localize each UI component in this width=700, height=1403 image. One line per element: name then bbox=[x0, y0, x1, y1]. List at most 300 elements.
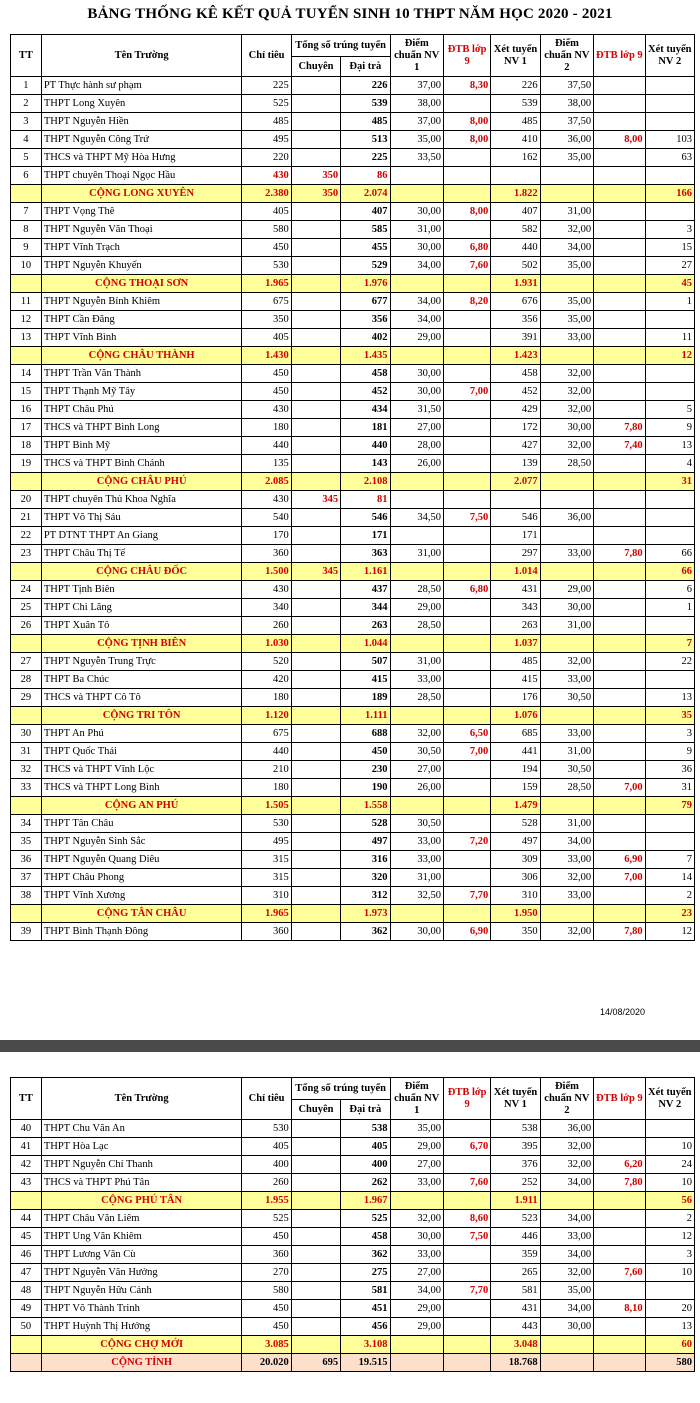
cell-chuyen bbox=[291, 923, 340, 941]
cell-diem-nv1 bbox=[390, 707, 443, 725]
cell-xet-nv1: 431 bbox=[491, 581, 540, 599]
cell-diem-nv1: 26,00 bbox=[390, 455, 443, 473]
results-table-page-1 bbox=[10, 34, 695, 941]
cell-chuyen bbox=[291, 455, 340, 473]
cell-chuyen bbox=[291, 851, 340, 869]
cell-dtb-1: 7,00 bbox=[443, 383, 490, 401]
cell-chuyen bbox=[291, 275, 340, 293]
cell-chi-tieu: 20.020 bbox=[242, 1354, 291, 1372]
cell-chi-tieu: 430 bbox=[242, 581, 291, 599]
cell-xet-nv2: 2 bbox=[645, 1210, 694, 1228]
cell-xet-nv2 bbox=[645, 311, 694, 329]
cell-xet-nv1: 485 bbox=[491, 653, 540, 671]
table-row bbox=[11, 77, 695, 95]
cell-dai-tra: 81 bbox=[341, 491, 390, 509]
cell-diem-nv1 bbox=[390, 527, 443, 545]
cell-dtb-2 bbox=[594, 743, 645, 761]
cell-diem-nv2: 30,50 bbox=[540, 689, 593, 707]
cell-dtb-1: 7,70 bbox=[443, 1282, 490, 1300]
cell-dai-tra: 230 bbox=[341, 761, 390, 779]
table-row bbox=[11, 365, 695, 383]
cell-dai-tra: 181 bbox=[341, 419, 390, 437]
cell-chi-tieu: 485 bbox=[242, 113, 291, 131]
cell-diem-nv1: 31,00 bbox=[390, 653, 443, 671]
cell-chi-tieu: 530 bbox=[242, 1120, 291, 1138]
table-row bbox=[11, 221, 695, 239]
cell-tt: 43 bbox=[11, 1174, 42, 1192]
cell-diem-nv2: 33,00 bbox=[540, 1228, 593, 1246]
cell-dtb-2 bbox=[594, 905, 645, 923]
cell-xet-nv2: 12 bbox=[645, 923, 694, 941]
cell-chuyen bbox=[291, 365, 340, 383]
cell-xet-nv1: 3.048 bbox=[491, 1336, 540, 1354]
cell-dtb-2 bbox=[594, 1336, 645, 1354]
cell-chi-tieu: 340 bbox=[242, 599, 291, 617]
cell-dtb-2: 8,00 bbox=[594, 131, 645, 149]
cell-tt: 42 bbox=[11, 1156, 42, 1174]
cell-dai-tra: 507 bbox=[341, 653, 390, 671]
cell-dai-tra: 677 bbox=[341, 293, 390, 311]
cell-dtb-2 bbox=[594, 149, 645, 167]
cell-dtb-2 bbox=[594, 347, 645, 365]
report-date: 14/08/2020 bbox=[600, 1007, 646, 1017]
cell-dtb-2 bbox=[594, 527, 645, 545]
table-row bbox=[11, 1156, 695, 1174]
header-dtb-1: ĐTB lớp 9 bbox=[443, 1078, 490, 1120]
cell-diem-nv2: 37,50 bbox=[540, 113, 593, 131]
cell-chi-tieu: 450 bbox=[242, 365, 291, 383]
cell-xet-nv1: 528 bbox=[491, 815, 540, 833]
cell-dtb-1 bbox=[443, 689, 490, 707]
table-row bbox=[11, 1246, 695, 1264]
cell-diem-nv2: 32,00 bbox=[540, 437, 593, 455]
cell-diem-nv1: 35,00 bbox=[390, 131, 443, 149]
cell-tt bbox=[11, 1192, 42, 1210]
cell-xet-nv2: 166 bbox=[645, 185, 694, 203]
page-title: BẢNG THỐNG KÊ KẾT QUẢ TUYỂN SINH 10 THPT NĂM HỌC 2020 - 2021 bbox=[87, 6, 613, 22]
cell-dtb-2: 6,20 bbox=[594, 1156, 645, 1174]
table-row bbox=[11, 293, 695, 311]
cell-dtb-2 bbox=[594, 1192, 645, 1210]
cell-diem-nv1: 33,00 bbox=[390, 833, 443, 851]
cell-chi-tieu: 1.430 bbox=[242, 347, 291, 365]
cell-chuyen bbox=[291, 1246, 340, 1264]
cell-dai-tra: 407 bbox=[341, 203, 390, 221]
cell-school-name: THPT Nguyễn Văn Thoại bbox=[41, 221, 242, 239]
cell-diem-nv1: 29,00 bbox=[390, 329, 443, 347]
cell-diem-nv1: 33,00 bbox=[390, 671, 443, 689]
cell-diem-nv2: 34,00 bbox=[540, 239, 593, 257]
cell-diem-nv1: 30,00 bbox=[390, 365, 443, 383]
grand-total-row bbox=[11, 1354, 695, 1372]
table-row bbox=[11, 257, 695, 275]
header-name: Tên Trường bbox=[41, 1078, 242, 1120]
cell-school-name: CỘNG TỊNH BIÊN bbox=[41, 635, 242, 653]
cell-xet-nv1: 502 bbox=[491, 257, 540, 275]
header-daitra: Đại trà bbox=[341, 57, 390, 77]
cell-school-name: THPT chuyên Thoại Ngọc Hầu bbox=[41, 167, 242, 185]
cell-chi-tieu: 440 bbox=[242, 743, 291, 761]
cell-school-name: THPT Châu Phong bbox=[41, 869, 242, 887]
cell-xet-nv2: 5 bbox=[645, 401, 694, 419]
cell-dtb-1 bbox=[443, 1300, 490, 1318]
cell-dtb-1 bbox=[443, 491, 490, 509]
cell-school-name: THPT Ung Văn Khiêm bbox=[41, 1228, 242, 1246]
cell-diem-nv2 bbox=[540, 707, 593, 725]
subtotal-row bbox=[11, 473, 695, 491]
cell-dai-tra: 275 bbox=[341, 1264, 390, 1282]
cell-chuyen bbox=[291, 149, 340, 167]
cell-dtb-2 bbox=[594, 185, 645, 203]
cell-chuyen bbox=[291, 239, 340, 257]
cell-xet-nv2: 15 bbox=[645, 239, 694, 257]
cell-dai-tra: 86 bbox=[341, 167, 390, 185]
cell-diem-nv2 bbox=[540, 347, 593, 365]
cell-school-name: THPT Nguyễn Công Trứ bbox=[41, 131, 242, 149]
header-diem-nv2: Điểm chuẩn NV 2 bbox=[540, 1078, 593, 1120]
cell-dtb-2 bbox=[594, 311, 645, 329]
table-row bbox=[11, 743, 695, 761]
cell-chuyen bbox=[291, 383, 340, 401]
cell-dai-tra: 455 bbox=[341, 239, 390, 257]
cell-dtb-2 bbox=[594, 887, 645, 905]
cell-dtb-2 bbox=[594, 815, 645, 833]
cell-school-name: THPT Nguyễn Quang Diêu bbox=[41, 851, 242, 869]
cell-dtb-1 bbox=[443, 1354, 490, 1372]
cell-school-name: THPT Nguyễn Bỉnh Khiêm bbox=[41, 293, 242, 311]
cell-diem-nv1: 32,00 bbox=[390, 1210, 443, 1228]
cell-tt: 25 bbox=[11, 599, 42, 617]
cell-chi-tieu: 450 bbox=[242, 1300, 291, 1318]
cell-chi-tieu: 1.120 bbox=[242, 707, 291, 725]
cell-chi-tieu: 315 bbox=[242, 869, 291, 887]
table-row bbox=[11, 131, 695, 149]
cell-tt: 27 bbox=[11, 653, 42, 671]
table-row bbox=[11, 1300, 695, 1318]
cell-xet-nv1: 1.479 bbox=[491, 797, 540, 815]
cell-dtb-2 bbox=[594, 707, 645, 725]
table-row bbox=[11, 779, 695, 797]
cell-chi-tieu: 3.085 bbox=[242, 1336, 291, 1354]
cell-diem-nv1: 26,00 bbox=[390, 779, 443, 797]
cell-chi-tieu: 180 bbox=[242, 689, 291, 707]
cell-chi-tieu: 220 bbox=[242, 149, 291, 167]
table-row bbox=[11, 1318, 695, 1336]
cell-diem-nv1: 32,00 bbox=[390, 725, 443, 743]
cell-diem-nv1: 28,50 bbox=[390, 617, 443, 635]
cell-dtb-2 bbox=[594, 1228, 645, 1246]
table-row bbox=[11, 509, 695, 527]
cell-chuyen bbox=[291, 293, 340, 311]
cell-dai-tra: 226 bbox=[341, 77, 390, 95]
cell-xet-nv1: 485 bbox=[491, 113, 540, 131]
cell-xet-nv2: 22 bbox=[645, 653, 694, 671]
header-tt: TT bbox=[11, 35, 42, 77]
cell-dtb-2 bbox=[594, 239, 645, 257]
cell-dtb-2 bbox=[594, 671, 645, 689]
cell-dai-tra: 437 bbox=[341, 581, 390, 599]
cell-tt bbox=[11, 635, 42, 653]
header-daitra: Đại trà bbox=[341, 1100, 390, 1120]
cell-diem-nv1: 28,50 bbox=[390, 581, 443, 599]
cell-chi-tieu: 180 bbox=[242, 419, 291, 437]
cell-xet-nv1: 427 bbox=[491, 437, 540, 455]
cell-xet-nv2: 23 bbox=[645, 905, 694, 923]
cell-dtb-2 bbox=[594, 95, 645, 113]
cell-diem-nv2: 32,00 bbox=[540, 221, 593, 239]
cell-dtb-1 bbox=[443, 329, 490, 347]
cell-tt: 13 bbox=[11, 329, 42, 347]
cell-tt bbox=[11, 275, 42, 293]
cell-chuyen bbox=[291, 1228, 340, 1246]
cell-tt: 14 bbox=[11, 365, 42, 383]
cell-tt: 33 bbox=[11, 779, 42, 797]
cell-school-name: CỘNG LONG XUYÊN bbox=[41, 185, 242, 203]
cell-tt: 50 bbox=[11, 1318, 42, 1336]
cell-chuyen bbox=[291, 1336, 340, 1354]
cell-tt: 46 bbox=[11, 1246, 42, 1264]
cell-school-name: THPT Nguyễn Sinh Sắc bbox=[41, 833, 242, 851]
cell-xet-nv1: 176 bbox=[491, 689, 540, 707]
cell-dtb-1: 7,70 bbox=[443, 887, 490, 905]
cell-dtb-2 bbox=[594, 77, 645, 95]
cell-school-name: THPT Võ Thị Sáu bbox=[41, 509, 242, 527]
cell-xet-nv1: 1.014 bbox=[491, 563, 540, 581]
cell-diem-nv1 bbox=[390, 473, 443, 491]
subtotal-row bbox=[11, 1192, 695, 1210]
cell-dtb-1 bbox=[443, 1336, 490, 1354]
cell-diem-nv1: 27,00 bbox=[390, 761, 443, 779]
cell-xet-nv1: 440 bbox=[491, 239, 540, 257]
cell-school-name: THCS và THPT Bình Chánh bbox=[41, 455, 242, 473]
cell-dtb-1 bbox=[443, 1192, 490, 1210]
cell-dtb-1 bbox=[443, 635, 490, 653]
cell-dai-tra: 190 bbox=[341, 779, 390, 797]
cell-dtb-1 bbox=[443, 1246, 490, 1264]
cell-xet-nv1: 410 bbox=[491, 131, 540, 149]
header-diem-nv1: Điểm chuẩn NV 1 bbox=[390, 1078, 443, 1120]
cell-dtb-1 bbox=[443, 455, 490, 473]
cell-dtb-2 bbox=[594, 383, 645, 401]
cell-tt: 38 bbox=[11, 887, 42, 905]
cell-dai-tra: 529 bbox=[341, 257, 390, 275]
cell-chi-tieu: 400 bbox=[242, 1156, 291, 1174]
cell-tt: 7 bbox=[11, 203, 42, 221]
cell-dai-tra: 1.976 bbox=[341, 275, 390, 293]
cell-xet-nv2 bbox=[645, 365, 694, 383]
cell-school-name: CỘNG CHỢ MỚI bbox=[41, 1336, 242, 1354]
cell-xet-nv2: 10 bbox=[645, 1138, 694, 1156]
table-row bbox=[11, 581, 695, 599]
cell-chuyen bbox=[291, 311, 340, 329]
cell-xet-nv1: 441 bbox=[491, 743, 540, 761]
table-row bbox=[11, 329, 695, 347]
cell-diem-nv2 bbox=[540, 275, 593, 293]
table-row bbox=[11, 1174, 695, 1192]
table-row bbox=[11, 923, 695, 941]
table-row bbox=[11, 689, 695, 707]
table-row bbox=[11, 725, 695, 743]
cell-xet-nv2: 56 bbox=[645, 1192, 694, 1210]
table-row bbox=[11, 203, 695, 221]
cell-dai-tra: 363 bbox=[341, 545, 390, 563]
cell-xet-nv2: 60 bbox=[645, 1336, 694, 1354]
cell-school-name: THPT Tịnh Biên bbox=[41, 581, 242, 599]
cell-dtb-1 bbox=[443, 437, 490, 455]
cell-xet-nv1: 350 bbox=[491, 923, 540, 941]
cell-chi-tieu: 1.505 bbox=[242, 797, 291, 815]
cell-dai-tra: 2.074 bbox=[341, 185, 390, 203]
cell-dtb-2 bbox=[594, 689, 645, 707]
header-tongso: Tổng số trúng tuyển bbox=[291, 35, 390, 57]
cell-diem-nv2: 36,00 bbox=[540, 131, 593, 149]
cell-tt: 24 bbox=[11, 581, 42, 599]
cell-diem-nv2: 35,00 bbox=[540, 293, 593, 311]
cell-diem-nv2: 31,00 bbox=[540, 617, 593, 635]
cell-diem-nv1: 30,00 bbox=[390, 1228, 443, 1246]
cell-diem-nv1 bbox=[390, 1192, 443, 1210]
cell-diem-nv1: 29,00 bbox=[390, 1318, 443, 1336]
cell-dtb-2: 7,80 bbox=[594, 1174, 645, 1192]
cell-chuyen bbox=[291, 95, 340, 113]
cell-dtb-2 bbox=[594, 833, 645, 851]
cell-diem-nv1: 34,00 bbox=[390, 293, 443, 311]
cell-diem-nv1: 37,00 bbox=[390, 113, 443, 131]
cell-dai-tra: 451 bbox=[341, 1300, 390, 1318]
cell-diem-nv2: 32,00 bbox=[540, 869, 593, 887]
cell-chuyen bbox=[291, 1156, 340, 1174]
cell-xet-nv2: 1 bbox=[645, 599, 694, 617]
cell-diem-nv1: 34,00 bbox=[390, 311, 443, 329]
table-body-page-1 bbox=[11, 77, 695, 941]
cell-diem-nv2 bbox=[540, 491, 593, 509]
cell-xet-nv1: 415 bbox=[491, 671, 540, 689]
cell-dai-tra: 581 bbox=[341, 1282, 390, 1300]
cell-dai-tra: 539 bbox=[341, 95, 390, 113]
cell-school-name: THPT An Phú bbox=[41, 725, 242, 743]
table-row bbox=[11, 887, 695, 905]
cell-school-name: THPT Tân Châu bbox=[41, 815, 242, 833]
cell-tt: 20 bbox=[11, 491, 42, 509]
cell-xet-nv2: 66 bbox=[645, 545, 694, 563]
cell-dtb-1 bbox=[443, 653, 490, 671]
cell-school-name: THPT Châu Văn Liêm bbox=[41, 1210, 242, 1228]
cell-school-name: THCS và THPT Bình Long bbox=[41, 419, 242, 437]
cell-diem-nv1: 30,00 bbox=[390, 239, 443, 257]
cell-xet-nv1: 546 bbox=[491, 509, 540, 527]
cell-dai-tra: 546 bbox=[341, 509, 390, 527]
cell-dtb-1: 7,60 bbox=[443, 257, 490, 275]
cell-xet-nv2: 2 bbox=[645, 887, 694, 905]
header-tt: TT bbox=[11, 1078, 42, 1120]
cell-diem-nv1: 35,00 bbox=[390, 1120, 443, 1138]
cell-diem-nv2 bbox=[540, 1192, 593, 1210]
cell-school-name: THPT Vĩnh Bình bbox=[41, 329, 242, 347]
subtotal-row bbox=[11, 347, 695, 365]
cell-xet-nv1: 18.768 bbox=[491, 1354, 540, 1372]
table-row bbox=[11, 1228, 695, 1246]
cell-xet-nv1: 581 bbox=[491, 1282, 540, 1300]
header-dtb-2: ĐTB lớp 9 bbox=[594, 1078, 645, 1120]
cell-diem-nv2 bbox=[540, 1354, 593, 1372]
cell-school-name: CỘNG AN PHÚ bbox=[41, 797, 242, 815]
cell-chuyen bbox=[291, 347, 340, 365]
cell-diem-nv2: 34,00 bbox=[540, 833, 593, 851]
table-row bbox=[11, 311, 695, 329]
cell-school-name: CỘNG THOẠI SƠN bbox=[41, 275, 242, 293]
cell-school-name: THPT Lương Văn Cù bbox=[41, 1246, 242, 1264]
cell-xet-nv2: 12 bbox=[645, 1228, 694, 1246]
cell-diem-nv2: 33,00 bbox=[540, 887, 593, 905]
cell-chi-tieu: 405 bbox=[242, 203, 291, 221]
cell-dtb-2 bbox=[594, 1138, 645, 1156]
cell-dtb-1 bbox=[443, 401, 490, 419]
cell-chi-tieu: 2.085 bbox=[242, 473, 291, 491]
cell-dai-tra: 1.558 bbox=[341, 797, 390, 815]
subtotal-row bbox=[11, 797, 695, 815]
cell-tt: 29 bbox=[11, 689, 42, 707]
cell-diem-nv2: 32,00 bbox=[540, 365, 593, 383]
cell-chi-tieu: 520 bbox=[242, 653, 291, 671]
cell-chuyen bbox=[291, 1264, 340, 1282]
cell-diem-nv2: 35,00 bbox=[540, 149, 593, 167]
cell-dtb-1 bbox=[443, 779, 490, 797]
cell-dtb-2 bbox=[594, 1354, 645, 1372]
cell-diem-nv1: 27,00 bbox=[390, 1156, 443, 1174]
table-row bbox=[11, 1282, 695, 1300]
cell-chi-tieu: 580 bbox=[242, 1282, 291, 1300]
cell-chuyen bbox=[291, 689, 340, 707]
cell-xet-nv2: 24 bbox=[645, 1156, 694, 1174]
cell-xet-nv1: 458 bbox=[491, 365, 540, 383]
cell-dai-tra: 320 bbox=[341, 869, 390, 887]
cell-dtb-1 bbox=[443, 419, 490, 437]
cell-dtb-1: 7,20 bbox=[443, 833, 490, 851]
cell-tt: 6 bbox=[11, 167, 42, 185]
cell-diem-nv2 bbox=[540, 167, 593, 185]
cell-dtb-1 bbox=[443, 671, 490, 689]
cell-diem-nv2: 34,00 bbox=[540, 1246, 593, 1264]
cell-xet-nv2: 79 bbox=[645, 797, 694, 815]
cell-chuyen bbox=[291, 743, 340, 761]
cell-xet-nv2: 12 bbox=[645, 347, 694, 365]
cell-school-name: THPT Võ Thành Trinh bbox=[41, 1300, 242, 1318]
cell-diem-nv2: 32,00 bbox=[540, 1264, 593, 1282]
cell-dtb-2 bbox=[594, 599, 645, 617]
cell-xet-nv1: 226 bbox=[491, 77, 540, 95]
cell-school-name: THPT Vĩnh Xương bbox=[41, 887, 242, 905]
cell-chi-tieu: 1.500 bbox=[242, 563, 291, 581]
cell-school-name: PT Thực hành sư phạm bbox=[41, 77, 242, 95]
table-row bbox=[11, 167, 695, 185]
cell-diem-nv1: 31,50 bbox=[390, 401, 443, 419]
header-xet-nv1: Xét tuyển NV 1 bbox=[491, 1078, 540, 1120]
cell-diem-nv2 bbox=[540, 797, 593, 815]
cell-xet-nv2 bbox=[645, 509, 694, 527]
cell-dtb-1 bbox=[443, 221, 490, 239]
cell-xet-nv2: 31 bbox=[645, 779, 694, 797]
cell-xet-nv2 bbox=[645, 383, 694, 401]
cell-dtb-2: 7,80 bbox=[594, 923, 645, 941]
cell-school-name: THPT Bình Mỹ bbox=[41, 437, 242, 455]
cell-dtb-1: 6,90 bbox=[443, 923, 490, 941]
cell-tt: 45 bbox=[11, 1228, 42, 1246]
cell-diem-nv1 bbox=[390, 1336, 443, 1354]
cell-dai-tra: 688 bbox=[341, 725, 390, 743]
table-row bbox=[11, 851, 695, 869]
cell-school-name: THPT Chu Văn An bbox=[41, 1120, 242, 1138]
cell-diem-nv2: 33,00 bbox=[540, 671, 593, 689]
